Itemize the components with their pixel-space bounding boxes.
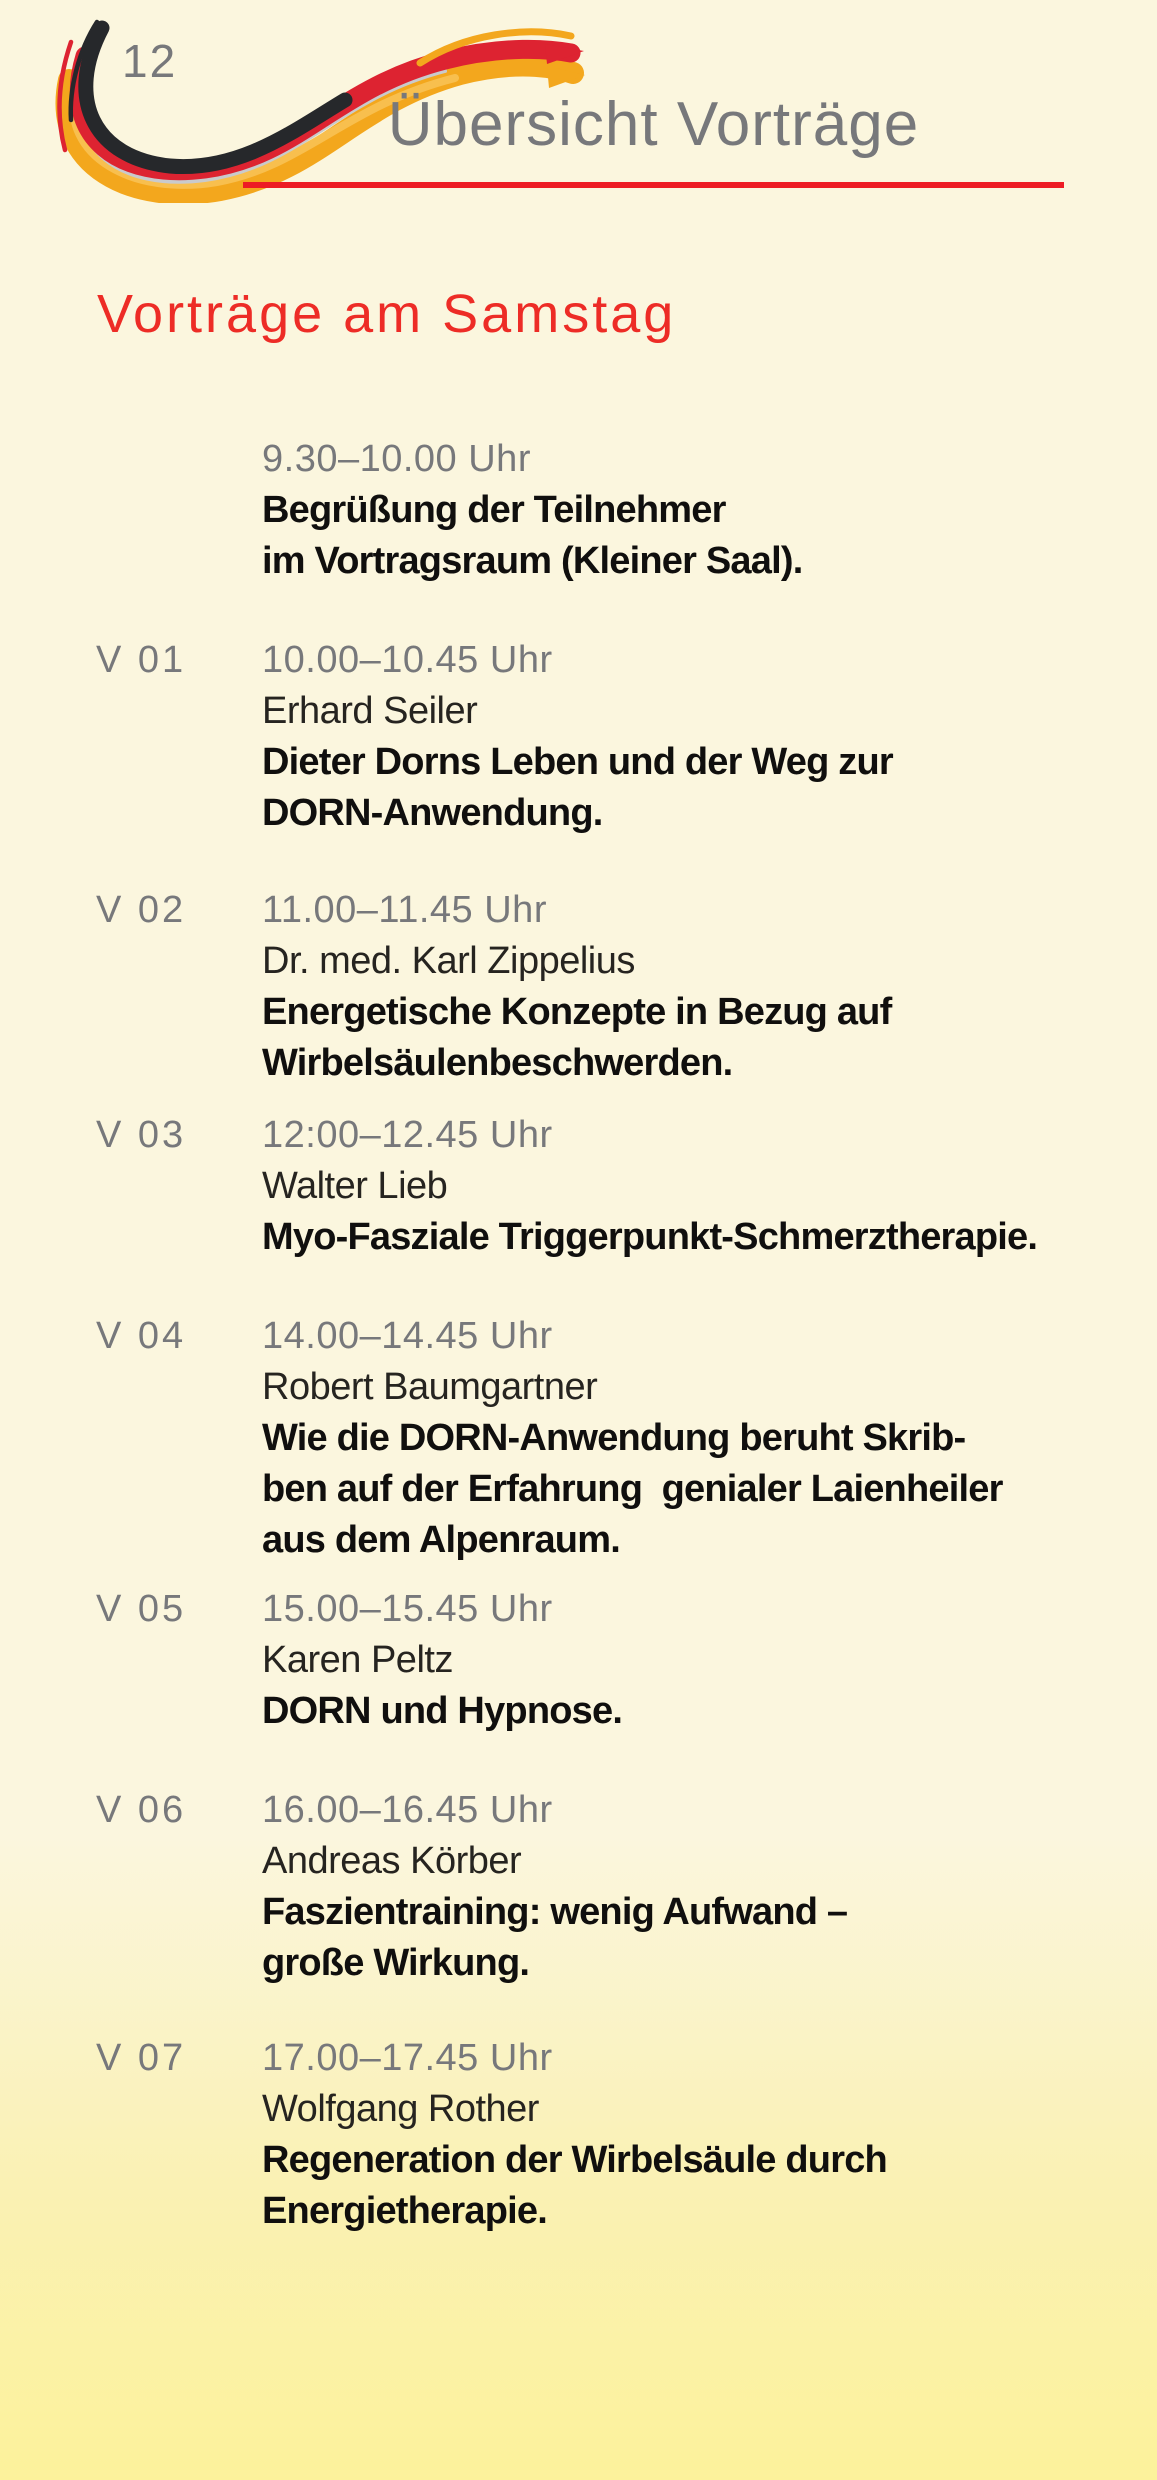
talk-content — [262, 635, 1157, 839]
talk-time: 11.00–11.45 Uhr — [262, 889, 547, 931]
talk-title-line: Faszientraining: wenig Aufwand – — [262, 1891, 848, 1933]
talk-title-line: DORN-Anwendung. — [262, 792, 603, 834]
talk-label: V 01 — [96, 639, 187, 681]
talk-speaker: Erhard Seiler — [262, 690, 478, 732]
talk-content — [262, 1110, 1157, 1263]
talk-label: V 02 — [96, 889, 187, 931]
talk-content — [262, 1311, 1157, 1566]
talk-time: 10.00–10.45 Uhr — [262, 639, 553, 681]
talk-title-line: Energietherapie. — [262, 2190, 547, 2232]
talk-content — [262, 1785, 1157, 1989]
page-title: Übersicht Vorträge — [387, 90, 920, 159]
talk-speaker: Wolfgang Rother — [262, 2088, 539, 2130]
talk-label: V 06 — [96, 1789, 187, 1831]
talk-label: V 05 — [96, 1588, 187, 1630]
talk-content — [262, 434, 1157, 587]
talk-time: 12:00–12.45 Uhr — [262, 1114, 553, 1156]
talk-time: 14.00–14.45 Uhr — [262, 1315, 553, 1357]
talk-title-line: aus dem Alpenraum. — [262, 1519, 620, 1561]
talk-speaker: Walter Lieb — [262, 1165, 448, 1207]
talk-speaker: Karen Peltz — [262, 1639, 453, 1681]
talk-label: V 07 — [96, 2037, 187, 2079]
talk-title-line: DORN und Hypnose. — [262, 1690, 623, 1732]
page-number: 12 — [122, 35, 178, 87]
title-underline — [243, 182, 1064, 188]
talk-content — [262, 2033, 1157, 2237]
talk-time: 9.30–10.00 Uhr — [262, 438, 531, 480]
talk-title-line: Dieter Dorns Leben und der Weg zur — [262, 741, 893, 783]
talk-title-line: Begrüßung der Teilnehmer — [262, 489, 726, 531]
section-heading: Vorträge am Samstag — [97, 284, 677, 344]
talk-time: 16.00–16.45 Uhr — [262, 1789, 553, 1831]
talk-time: 15.00–15.45 Uhr — [262, 1588, 553, 1630]
talk-label: V 04 — [96, 1315, 187, 1357]
talk-label: V 03 — [96, 1114, 187, 1156]
talk-speaker: Andreas Körber — [262, 1840, 522, 1882]
talk-title-line: Wirbelsäulenbeschwerden. — [262, 1042, 733, 1084]
talk-content — [262, 1584, 1157, 1737]
talk-title-line: große Wirkung. — [262, 1942, 530, 1984]
talk-title-line: Myo-Fasziale Triggerpunkt-Schmerztherapie. — [262, 1216, 1038, 1258]
talk-content — [262, 885, 1157, 1089]
talk-speaker: Robert Baumgartner — [262, 1366, 598, 1408]
talk-speaker: Dr. med. Karl Zippelius — [262, 940, 635, 982]
talk-title-line: Wie die DORN-Anwendung beruht Skrib- — [262, 1417, 966, 1459]
talk-title-line: ben auf der Erfahrung genialer Laienheiler — [262, 1468, 1003, 1510]
talk-title-line: im Vortragsraum (Kleiner Saal). — [262, 540, 803, 582]
talk-time: 17.00–17.45 Uhr — [262, 2037, 553, 2079]
talk-title-line: Energetische Konzepte in Bezug auf — [262, 991, 892, 1033]
talk-title-line: Regeneration der Wirbelsäule durch — [262, 2139, 887, 2181]
